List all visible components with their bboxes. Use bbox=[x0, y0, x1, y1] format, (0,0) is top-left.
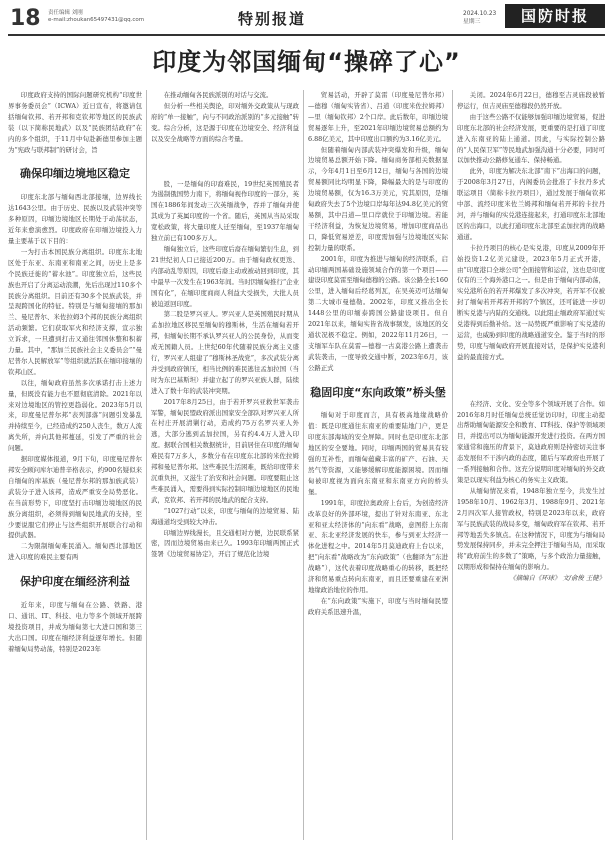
paragraph: 卡拉丹项目的核心是实兑港，印度从2009年开始投资1.2亿美元建设，2023年5月正式开港，由“印度港口全球公司”全面接管和运营，这也是印度仅有的三个海外港口之一。但是由于缅甸内部动荡，实兑港所在的若开邦爆发了多次冲突，若开军不仅被封了缅甸若开邦若开邦的7个镇区，还可能进一步切断实兑港与内陆的交通线。以此阻止缅政府军通过实兑港得到后勤补给。这一局势既严重影响了实兑港的运营，也威胁到印度的战略通道安全。鉴于当时的形势，印度与缅甸政府开展直接对话，是保护实兑港利益的最直接方式。 bbox=[457, 243, 605, 361]
paragraph: 从缅甸情况来看，1948年独立至今，共发生过1958年10月、1962年3月、1988年9月、2021年2月四次军人接管政权，特别是2023年以来，政府军与民族武装的战局多变，缅甸政府军在钦邦、若开邦等地丢失多镇点。在这种情况下，印度为与缅甸局势发展保持同步，并未完全押注于缅甸当局，而采取将“政府前生的多数了”策略，与多个政治力量接触，以期形成和保持在缅甸的影响力。 bbox=[457, 486, 605, 572]
column-1 bbox=[8, 90, 142, 840]
paragraph: 关闭。2024年6月22日，德穆至吉灵庙段被暂停运行，但吉灵庙至德穆段仍然开放。 bbox=[457, 91, 605, 110]
column-2 bbox=[151, 90, 299, 840]
page-header bbox=[8, 4, 605, 34]
editor-email: e-mail:zhoukan65497431@qq.com bbox=[48, 17, 145, 23]
paragraph: 以往，缅甸政府虽然多次承诺打击上述力量，但既没有能力也不愿彻底清除。2021年以来对边境地区的管控更趋弱化。2023年5月以来，印度曼尼普尔邦“表列部落”问题引发暴乱并持续至今，已经造成约250人丧生，数万人流离失所，并向其他邦蔓延，引发了严重的社会问题。 bbox=[8, 378, 142, 453]
header-rule bbox=[8, 34, 605, 36]
paragraph: 据印度媒体报道，9月下旬，印度曼尼普尔邦安全顾问库尔迪普辛格表示，约900名疑似来自缅甸的库基族（曼尼普尔邦的那加族武装）武装分子进入该邦，造成严重安全局势恶化。在当前形势下，印度坚打击印缅边境地区的民族分离组织，必须得到缅甸民地武的支持，至少要说服它们停止与这些组织开展联合行动和提供武器。 bbox=[8, 455, 142, 540]
subheading: 确保印缅边境地区稳定 bbox=[20, 167, 130, 181]
paragraph: 2001年，印度为推进与缅甸的经济联系，启动印缅两国基础设施领域合作的第一个项目——建设印度莫雷至缅甸德穆的公路。该公路全长160公里，进入缅甸后经葛列瓦，在吴英迈可达缅甸第二大城市曼德勒。2002年，印度又推出全长1448公里的印缅泰跨国公路建设项目。但自2021年以来，缅甸实皆省战事频发，该地区的交通状况极不稳定。例如，2022年11月26日，一支缅军车队在莫雷—德穆一古莫港公路上遭袭击武装袭击，一度导致交通中断，2023年6月，该公路正式 bbox=[308, 254, 448, 372]
paragraph: 股，一是缅甸的印裔难民，19世纪英国殖民者为遏制俄国势力南下，将缅甸视作印度的一部分，英国在1886年间发动三次英缅战争，吞并了缅甸并使其成为了英属印度的一个省。随后，英国从当局采取宽松政策，将大量印度人迁至缅甸，至1937年缅甸独立前已有100多万人。 bbox=[151, 179, 299, 243]
paragraph: 缅甸对于印度而言，具有极高地缘战略价值：既是印度通往东南亚的重要陆地门户，更是印度东部海域的安全屏障。同时也是印度东北部地区的安全要地。同时，印缅两国的贸易具有较强的互补性，而缅甸蕴藏丰富的矿产、石油、天然气等资源，又能够缓解印度能源困境。因而缅甸被印度视为面向东南亚和东南亚方向的桥头堡。 bbox=[308, 411, 448, 496]
paragraph: 但分析一些相关舆论，印对缅外交政策从与现政府的“单一接触”，向与不同政治派别的“多元接触”转变。综合分析，这是源于印度在边境安全、经济利益以及安全战略等方面的综合考量。 bbox=[151, 101, 299, 143]
column-divider bbox=[303, 90, 304, 840]
column-divider bbox=[146, 90, 147, 840]
paragraph: 印度东北部与缅甸西北部接壤，边界线长达1643公里。由于历史、民族以及武装冲突等多种原因，印缅边境地区长期处于动荡状态，近年来愈演愈烈。印度政府在印缅边境投入力量主要基于以下目的： bbox=[8, 193, 142, 245]
paragraph: 二为限制缅甸难民涌入。缅甸西北部地区进入印度的难民主要有两 bbox=[8, 542, 142, 562]
issue-date bbox=[463, 10, 496, 26]
paragraph: 在“东向政策”实施下，印度与当时缅甸民盟政府关系迅速升温， bbox=[308, 596, 448, 616]
article-headline: 印度为邻国缅甸“操碎了心” bbox=[152, 48, 461, 76]
section-title: 特别报道 bbox=[238, 10, 307, 28]
paragraph: 在推动缅甸各民族派别的对话与交流。 bbox=[163, 91, 273, 99]
column-divider bbox=[452, 90, 453, 840]
paragraph: 此外，印度为解决东北部“南下”出海口的问题，于2008年3月27日，内阁委员会批准了卡拉丹多式联运项目（简称卡拉丹项目），通过发展于缅甸钦邦中部、流经印度米佐兰姆邦和缅甸若开邦的卡拉丹河，并与缅甸的实兑港连接起来，打通印度东北部地区的出海口，以此打通印度东北部至孟加拉湾的战略通道。 bbox=[457, 167, 605, 241]
paragraph: 缅甸独立后，这些印度后裔在缅甸繁衍生息，到21世纪初人口已接近200万。由于缅甸政权更迭、内部动乱等原因，印度后裔主动或被动回到印度，其中最早一次发生在1963年间。当时因缅甸推行“企业国有化”，在缅印度商商人利益大受损失，大批人员被迫返回印度。 bbox=[151, 244, 299, 308]
subheading: 保护印度在缅经济利益 bbox=[20, 575, 130, 589]
paragraph: 印度政府支持的国际问题研究机构“印度世界事务委员会”（ICWA）近日宣布，将邀请包括缅甸钦邦、若开邦和克钦邦等地区的民族武装（以下简称民地武）以及“民族团结政府”在内的多个组织，于11月中旬赴新德里参加主题为“宪政与联邦制”的研讨会，旨 bbox=[8, 91, 142, 154]
paragraph: 近年来，印度与缅甸在公路、铁路、港口、通讯、IT、科技、电力等多个领域开展跨境投资项目，并成为缅甸第七大进口国和第三大出口国。印度在缅经济利益逐年增长。但随着缅甸局势动荡，特别是2023年 bbox=[8, 601, 142, 653]
date-text: 2024.10.23 bbox=[463, 11, 497, 17]
paragraph: 印缅边界线漫长，且交通相对方便，边民联系紧密，因而边境贸易由来已久。1993年印缅两国正式签署《边境贸易协定》，开启了规范化边境 bbox=[151, 528, 299, 559]
paragraph: 但随着缅甸内部武装冲突爆发和升级，缅甸边境贸易总额开始下降。缅甸商务部相关数据显示，今年4月1日至6月12日，缅甸与各国的边境贸易额同比均明显下降，降幅最大的是与印度的边境贸易额，仅为16.3万美元，究其原因，是缅甸政府失去了5个边境口岸每年达94.8亿美元的贸易额，其中吕道—里口岸就位于印缅边境。若能干经济利益，为恢复边境贸易，增加印度商品出口，降低贸易逆差，印度需加强与边境地区实际控制力量的联系。 bbox=[308, 145, 448, 252]
paragraph: 1991年，印度拉奥政府上台后，为创造经济改革良好的外部环境，提出了针对东南亚、东北亚和亚太经济体的“向东看”战略，意图搭上东南亚、东北亚经济发展的快车，参与到亚太经济一体化进程之中。2014年5月莫迪政府上台以来，把“向东看”战略改为“东向政策”（也翻译为“东进战略”），这代表着印度战略重心的转移，既把经济和贸易重点转向东南亚，而且还要重建在亚洲地缘政治地位的作用。 bbox=[308, 498, 448, 594]
weekday-text: 星期三 bbox=[463, 19, 481, 25]
column-4 bbox=[457, 90, 605, 840]
newspaper-masthead: 国防时报 bbox=[505, 4, 605, 28]
editor-info bbox=[48, 10, 144, 24]
paragraph: “1027行动”以来，印度与缅甸的边境贸易、陆海通道均受到较大冲击。 bbox=[151, 506, 299, 526]
paragraph: 由于这些公路不仅能够加强印缅边境贸易，促进印度东北部的社会经济发展，更重要的是打通了印度进入东南亚的陆上通道。因此，与实际控制公路的“人民保卫军”等民地武加强沟通十分必要，同时可以加快推动公路修复通车、保持畅通。 bbox=[457, 112, 605, 165]
column-3 bbox=[308, 90, 448, 840]
subheading: 稳固印度“东向政策”桥头堡 bbox=[310, 385, 446, 399]
paragraph: 在经济、文化、安全等多个领域开展了合作。如2016年8月时任缅甸总统廷觉访印时，印度主动提出帮助缅甸能源安全和教育、IT科技、保护等领域项目，并提出可以为缅甸能源开发进行投资。在两方国家通常和施压的背景下，莫迪政府则是持密切关注事态发展但不干涉内政的态度，随后与军政府也开展了一系列接触和合作。这充分说明印度对缅甸的外交政策是以现实利益为核心的务实主义政策。 bbox=[457, 399, 605, 484]
editor-name: 责任编辑 刘刚 bbox=[48, 10, 83, 16]
page-number: 18 bbox=[10, 6, 41, 31]
paragraph: 2017年8月25日，由于若开罗兴亚救世军袭击军警，缅甸民盟政府派出国家安全部队对罗兴亚人所在村庄开展清剿行动，造成约75万名罗兴亚人外逃，大部分逃到孟加拉国，另有约4.4万人进入印度。据联合国相关数据统计，目前居住在印度的缅甸难民有7万多人，多数分布在印度东北部的米佐拉姆邦和曼尼普尔邦。这些难民生活困难，既给印度带来沉重负担，又滋生了治安和社会问题。印度要阻止这些难民涌入，需要得到实际控制印缅边境地区的民地武，克钦邦、若开邦的民地武的配合支持。 bbox=[151, 397, 299, 504]
paragraph: 第二股是罗兴亚人。罗兴亚人是英国殖民时期从孟加拉地区移民至缅甸的穆斯林，生活在缅甸若开邦，但缅甸长期不承认罗兴亚人的公民身份，从而变成无国籍人员。上世纪60年代随着民族分离主义盛行，罗兴亚人组建了“穆斯林圣战党”，多次武装分离并受到政府镇压，相当比例的难民逃往孟加拉国（当时为东巴基斯坦）并建立起了的罗兴亚族人群，陆续进入了数十年的武装冲突期。 bbox=[151, 310, 299, 395]
article-signature: 《摘编自《环球》 文/俞俊 王健》 bbox=[509, 574, 605, 583]
paragraph: 一为打击本国民族分离组织。印度东北地区处于东亚、东南亚和南亚之间，历史上是多个民族迁徙的“蓄水池”。印度独立后，这些民族也开启了分离运动浪潮，先后出现过110多个民族分离组织。目前还有30多个民族武装，并呈现跨国化的特征。特别是与缅甸接壤的那加兰、曼尼普尔、米佐拉姆3个邦的民族分离组织活动频繁。它们获取军火和经济支撑，宣示独立诉求，一旦遭到打击又通往邻国休整和积蓄力量。其中，“那加兰民族社会主义委员会”“曼尼普尔人民解放军”等组织就活跃在缅印接壤的钦邦山区。 bbox=[8, 247, 142, 376]
paragraph: 贸易活动，开辟了莫雷（印度曼尼普尔邦）—德穆（缅甸实皆省）、吕道（印度米佐拉姆邦）—里（缅甸钦邦）2个口岸。此后数年，印缅边境贸易逐年上升，至2021年印缅边境贸易总额约为6.88亿美元，其中印度出口额约为3.16亿美元。 bbox=[308, 91, 448, 143]
